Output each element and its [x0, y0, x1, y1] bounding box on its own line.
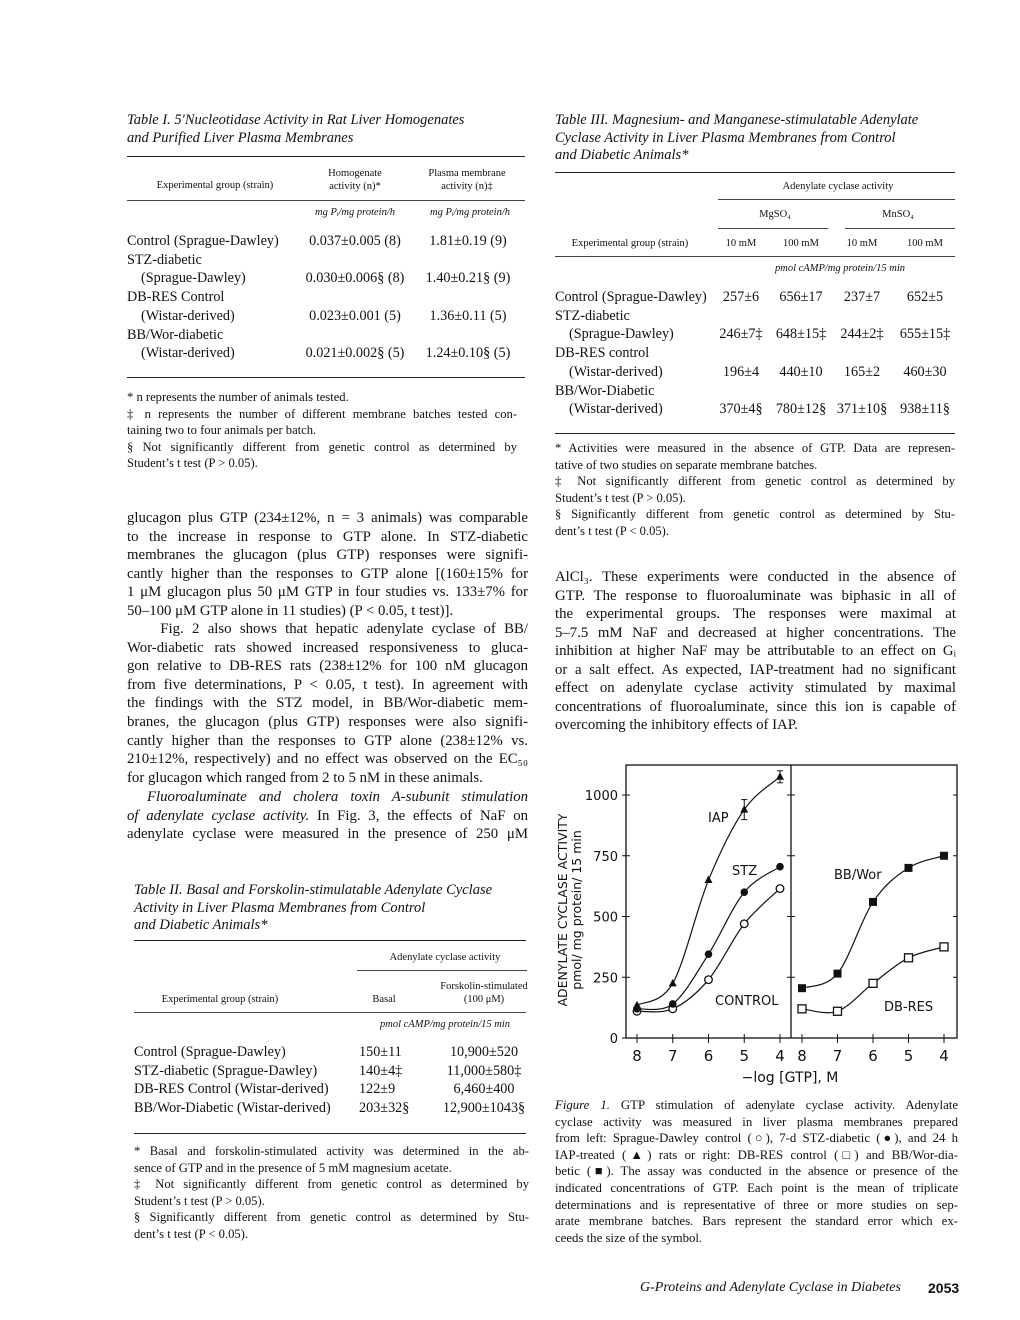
data-point [940, 943, 948, 951]
table-rule [357, 970, 527, 971]
table-cell: 460±30 [903, 363, 947, 380]
footnote-line: sence of GTP and in the presence of 5 mM magnesium acetate. [134, 1160, 452, 1175]
table-rule [134, 1012, 526, 1013]
table-cell: 6,460±400 [453, 1081, 515, 1098]
row-group-label: Control (Sprague-Dawley) [127, 233, 279, 249]
row-group-label: DB-RES Control [127, 289, 225, 306]
table-title [134, 882, 492, 935]
section-heading: of adenylate cyclase activity. [127, 807, 310, 824]
table-title-line: Activity in Liver Plasma Membranes from Control [134, 899, 426, 916]
footnote-line: § Significantly different from genetic control as determined by Stu- [134, 1210, 529, 1225]
table-cell: 237±7 [843, 289, 881, 305]
body-line: for glucagon which ranged from 2 to 5 nM in these animals. [127, 769, 483, 786]
x-tick-label: 5 [903, 1047, 914, 1065]
column-header: Experimental group (strain) [161, 994, 279, 1005]
x-tick-label: 4 [939, 1047, 949, 1065]
table-cell: 440±10 [779, 363, 823, 380]
y-axis-label: ADENYLATE CYCLASE ACTIVITY [555, 813, 570, 1007]
table-cell: 938±11§ [900, 401, 950, 418]
data-point [705, 876, 713, 884]
data-point [776, 863, 784, 871]
column-header: Experimental group (strain) [571, 238, 689, 249]
table-cell: 10,900±520 [449, 1044, 519, 1060]
table-cell: 648±15‡ [775, 326, 827, 343]
y-axis-label: pmol/ mg protein/ 15 min [569, 830, 584, 990]
data-point [669, 979, 677, 987]
row-group-label: (Wistar-derived) [569, 363, 663, 380]
caption-text: GTP stimulation of adenylate cyclase activity. Adenylate [609, 1098, 958, 1112]
body-text-right-line: 5–7.5 mM NaF and decreased at higher concentrations. The [555, 624, 956, 641]
units-label: pmol cAMP/mg protein/15 min [380, 1019, 510, 1030]
caption-line: betic (■). The assay was conducted in the absence or presence of the [555, 1164, 958, 1179]
row-group-label: (Wistar-derived) [141, 307, 235, 324]
x-tick-label: 6 [703, 1047, 714, 1065]
table-cell: 371±10§ [836, 401, 888, 418]
figure-1-chart [540, 760, 970, 1090]
column-header: 10 mM [846, 238, 878, 249]
table-rule [134, 940, 526, 941]
table-title-line: Table III. Magnesium- and Manganese-stimulatable Adenylate [555, 112, 919, 128]
data-point [869, 898, 877, 906]
footnote-line: * n represents the number of animals tested. [127, 390, 349, 404]
footnote-line: Student’s t test (P > 0.05). [127, 456, 258, 471]
column-header: Experimental group (strain) [156, 180, 274, 191]
body-text-right-line: concentrations of fluoroaluminate, since this ion is capable of [555, 698, 956, 715]
row-group-label: STZ-diabetic [555, 307, 630, 324]
x-tick-label: 5 [739, 1047, 750, 1065]
data-point [940, 852, 948, 860]
table-cell: 140±4‡ [359, 1062, 403, 1079]
x-tick-label: 8 [632, 1047, 642, 1065]
footnote-line: * Activities were measured in the absence of GTP. Data are represen- [555, 441, 955, 455]
series-label: CONTROL [715, 994, 779, 1009]
table-cell: 12,900±1043§ [442, 1099, 526, 1116]
table-cell: 655±15‡ [899, 326, 951, 343]
row-group-label: (Wistar-derived) [141, 345, 235, 362]
data-point [669, 1000, 677, 1008]
body-text-left [127, 509, 528, 787]
caption-line: arate membrane batches. Bars represent the standard error which ex- [555, 1214, 958, 1229]
row-group-label: (Sprague-Dawley) [569, 326, 674, 343]
table-cell: 1.81±0.19 (9) [429, 233, 507, 249]
series-label: BB/Wor [834, 868, 882, 883]
body-line: from five determinations, P < 0.05, t test). In agreement with [127, 676, 528, 693]
table-cell: 370±4§ [719, 401, 763, 418]
caption-line: ceeds the size of the symbol. [555, 1230, 703, 1245]
y-tick-label: 250 [593, 971, 618, 987]
table-cell: 122±9 [359, 1081, 396, 1098]
body-line: to the increase in response to GTP alone. In STZ-diabetic [127, 528, 528, 545]
footnote-line: tative of two studies on separate membrane batches. [555, 457, 818, 472]
row-group-label: (Sprague-Dawley) [141, 270, 246, 287]
footnote-line: taining two to four animals per batch. [127, 423, 317, 438]
footnote-line: ‡ Not significantly different from genetic control as determined by [555, 474, 955, 489]
figure-caption [555, 1097, 958, 1246]
series-label: IAP [708, 811, 729, 826]
table-title-line: and Purified Liver Plasma Membranes [127, 129, 354, 146]
footnote-line: Student’s t test (P > 0.05). [134, 1193, 265, 1208]
table-rule [845, 228, 955, 229]
y-tick-label: 0 [609, 1032, 618, 1047]
body-line: gon relative to DB-RES rats (238±12% for 100 nM glucagon [127, 658, 528, 675]
row-group-label: STZ-diabetic [127, 251, 202, 268]
column-header: (100 μM) [463, 994, 505, 1005]
x-tick-label: 6 [868, 1047, 878, 1065]
body-text-right [555, 568, 956, 735]
body-line: membranes the glucagon (plus GTP) responses were signifi- [127, 547, 528, 564]
data-point [834, 1007, 842, 1015]
data-point [740, 888, 748, 896]
caption-line [555, 1097, 958, 1114]
table-rule [555, 172, 955, 173]
body-text-right-line: GTP. The response to fluoroaluminate was biphasic in all of [555, 587, 956, 604]
body-text-right-line: effect on adenylate cyclase activity stimulated by maximal [555, 680, 956, 697]
table-rule [127, 156, 525, 157]
row-group-label: DB-RES control [555, 345, 650, 362]
table-cell: 11,000±580‡ [446, 1062, 522, 1079]
x-tick-label: 8 [797, 1047, 807, 1065]
body-line: 210±12%, respectively) and no effect was observed on the EC₅₀ [127, 751, 528, 768]
table-cell: 246±7‡ [719, 326, 763, 343]
table-title-line: Table I. 5′Nucleotidase Activity in Rat Liver Homogenates [127, 112, 465, 128]
table-rule [718, 199, 955, 200]
footnote-line: dent’s t test (P < 0.05). [134, 1226, 249, 1241]
table-title [555, 112, 918, 165]
table-cell: 780±12§ [775, 401, 827, 418]
caption-line: cyclase activity was measured in liver plasma membranes prepared [555, 1114, 958, 1129]
table-footnotes [555, 440, 955, 540]
footnote-line: dent’s t test (P < 0.05). [555, 523, 670, 538]
data-point [834, 970, 842, 978]
data-point [776, 885, 784, 893]
column-header: MnSO₄ [882, 209, 914, 220]
x-axis-label: −log [GTP], M [741, 1070, 839, 1086]
column-header: 100 mM [907, 238, 943, 249]
footnote-line: § Significantly different from genetic control as determined by Stu- [555, 507, 955, 522]
table-rule [134, 1133, 526, 1134]
row-group-label: DB-RES Control (Wistar-derived) [134, 1081, 329, 1098]
table-cell: 1.24±0.10§ (5) [425, 345, 511, 362]
data-point [905, 864, 913, 872]
y-tick-label: 750 [593, 849, 618, 865]
table-cell: 0.030±0.006§ (8) [305, 270, 405, 287]
table-cell: 652±5 [906, 289, 944, 305]
table-rule [555, 433, 955, 434]
units-label: pmol cAMP/mg protein/15 min [775, 263, 905, 274]
table-rule [127, 200, 525, 201]
body-line: Fig. 2 also shows that hepatic adenylate cyclase of BB/ [127, 621, 528, 638]
body-text-right-line: AlCl₃. These experiments were conducted in the absence of [555, 569, 956, 585]
body-line [127, 788, 528, 807]
body-text-right-line: the experimental groups. The responses were maximal at [555, 606, 956, 623]
body-line: Wor-diabetic rats showed increased responsiveness to gluca- [127, 639, 528, 656]
column-header: Homogenate [328, 168, 382, 179]
footnote-line: ‡ n represents the number of different membrane batches tested con- [127, 406, 517, 421]
row-group-label: STZ-diabetic (Sprague-Dawley) [134, 1062, 318, 1079]
column-header: 10 mM [725, 238, 757, 249]
table-cell: 0.023±0.001 (5) [309, 307, 401, 324]
running-title: G-Proteins and Adenylate Cyclase in Diabetes [640, 1280, 901, 1295]
units-label: mg Pᵢ/mg protein/h [314, 207, 396, 218]
row-group-label: BB/Wor-Diabetic [555, 382, 655, 399]
section-heading: Fluoroaluminate and cholera toxin A-subunit stimulation [147, 789, 528, 805]
data-point [705, 976, 713, 984]
column-header: 100 mM [783, 238, 819, 249]
table-cell: 1.40±0.21§ (9) [425, 270, 511, 287]
table-cell: 196±4 [722, 363, 760, 380]
body-line: 1 μM glucagon plus 50 μM GTP in four studies vs. 133±7% for [127, 584, 528, 601]
series-label: STZ [732, 864, 758, 879]
data-point [798, 984, 806, 992]
footnote-line: * Basal and forskolin-stimulated activity was determined in the ab- [134, 1144, 529, 1158]
table-cell: 0.037±0.005 (8) [309, 233, 401, 249]
row-group-label: Control (Sprague-Dawley) [134, 1044, 286, 1060]
body-line: cantly higher than the responses to GTP alone (238±12% vs. [127, 732, 528, 749]
table-rule [127, 377, 525, 378]
table-rule [718, 228, 828, 229]
x-tick-label: 7 [667, 1047, 678, 1065]
caption-label: Figure 1. [555, 1098, 610, 1112]
table-cell: 0.021±0.002§ (5) [305, 345, 405, 362]
caption-line: from left: Sprague-Dawley control (○), 7-d STZ-diabetic (●), and 24 h [555, 1131, 958, 1146]
table-title-line: and Diabetic Animals* [134, 917, 268, 933]
table-cell: 203±32§ [359, 1099, 410, 1116]
row-group-label: BB/Wor-Diabetic (Wistar-derived) [134, 1099, 331, 1116]
table-cell: 150±11 [359, 1044, 402, 1060]
table-cell: 656±17 [779, 289, 823, 305]
column-header: Adenylate cyclase activity [389, 952, 501, 963]
table-title-line: Cyclase Activity in Liver Plasma Membranes from Control [555, 129, 896, 146]
body-line: glucagon plus GTP (234±12%, n = 3 animals) was comparable [127, 510, 528, 526]
table-title-line: and Diabetic Animals* [555, 147, 689, 163]
table-cell: 244±2‡ [840, 326, 884, 343]
body-line: the findings with the STZ model, in BB/Wor-diabetic mem- [127, 695, 528, 712]
y-tick-label: 500 [593, 910, 618, 926]
column-header: Adenylate cyclase activity [782, 181, 894, 192]
table-footnotes [134, 1143, 529, 1243]
table-title-line: Table II. Basal and Forskolin-stimulatable Adenylate Cyclase [134, 882, 493, 898]
column-header: activity (n)‡ [441, 181, 493, 192]
column-header: Basal [372, 994, 396, 1005]
table-footnotes [127, 389, 517, 472]
column-header: activity (n)* [329, 181, 381, 192]
units-label: mg Pᵢ/mg protein/h [429, 207, 511, 218]
data-point [798, 1005, 806, 1013]
data-point [740, 920, 748, 928]
table-cell: 1.36±0.11 (5) [429, 307, 507, 324]
footnote-line: § Not significantly different from genetic control as determined by [127, 439, 517, 454]
x-tick-label: 7 [832, 1047, 843, 1065]
body-text-right-line: inhibition at higher NaF may be attributable to an effect on Gᵢ [555, 643, 956, 660]
body-line [127, 807, 528, 826]
row-group-label: Control (Sprague-Dawley) [555, 289, 707, 305]
footnote-line: Student’s t test (P > 0.05). [555, 490, 686, 505]
table-title [127, 112, 464, 147]
row-group-label: BB/Wor-diabetic [127, 326, 224, 343]
body-line: branes, the glucagon (plus GTP) responses were also signifi- [127, 714, 528, 731]
x-tick-label: 4 [775, 1047, 785, 1065]
section-paragraph [127, 788, 528, 844]
data-point [869, 979, 877, 987]
column-header: Plasma membrane [428, 168, 506, 179]
body-line: cantly higher than the responses to GTP alone [(160±15% for [127, 565, 528, 582]
page-number: 2053 [928, 1280, 960, 1296]
body-text-right-line: overcoming the inhibitory effects of IAP. [555, 717, 798, 734]
column-header: MgSO₄ [759, 209, 791, 220]
table-rule [555, 256, 955, 257]
y-tick-label: 1000 [584, 789, 618, 804]
body-line: In Fig. 3, the effects of NaF on [309, 807, 528, 824]
table-cell: 165±2 [843, 363, 881, 380]
caption-line: indicated concentrations of GTP. Each point is the mean of triplicate [555, 1180, 958, 1195]
body-line: 50–100 μM GTP alone in 11 studies) (P < 0.05, t test)]. [127, 602, 454, 619]
footnote-line: ‡ Not significantly different from genetic control as determined by [134, 1177, 529, 1192]
caption-line: determinations and is representative of three or more studies on sep- [555, 1197, 958, 1212]
table-cell: 257±6 [722, 289, 760, 305]
caption-line: IAP-treated (▲) rats or right: DB-RES control (□) and BB/Wor-dia- [555, 1147, 958, 1162]
column-header: Forskolin-stimulated [440, 981, 528, 992]
series-label: DB-RES [884, 1000, 934, 1015]
data-point [905, 954, 913, 962]
data-point [705, 950, 713, 958]
series-line-stz [637, 867, 780, 1010]
body-line: adenylate cyclase were measured in the presence of 250 μM [127, 826, 528, 843]
row-group-label: (Wistar-derived) [569, 401, 663, 418]
body-text-right-line: or a salt effect. As expected, IAP-treatment had no significant [555, 661, 956, 678]
